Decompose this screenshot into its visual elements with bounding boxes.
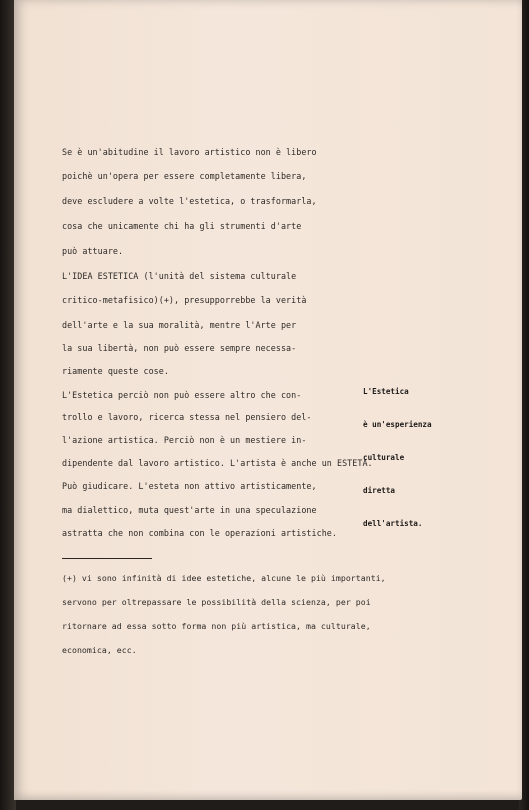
body-line: l'azione artistica. Perciò non è un mestiere in- [62, 435, 307, 445]
body-line: critico-metafisico)(+), presupporrebbe la verità [62, 295, 307, 305]
margin-note [363, 364, 432, 551]
margin-note-line: L'Estetica [363, 387, 409, 396]
body-line: poichè un'opera per essere completamente libera, [62, 171, 307, 181]
body-line: dipendente dal lavoro artistico. L'artista è anche un ESTETA. [62, 458, 373, 468]
body-line: trollo e lavoro, ricerca stessa nel pensiero del- [62, 412, 312, 422]
footnote-line: economica, ecc. [62, 645, 137, 655]
body-line: cosa che unicamente chi ha gli strumenti d'arte [62, 221, 302, 231]
body-line: L'Estetica perciò non può essere altro che con- [62, 390, 302, 400]
footnote-line: servono per oltrepassare le possibilità della scienza, per poi [62, 597, 371, 607]
body-line: ma dialettico, muta quest'arte in una speculazione [62, 505, 317, 515]
margin-note-line: culturale [363, 453, 405, 462]
body-line: astratta che non combina con le operazioni artistiche. [62, 528, 337, 538]
body-line: L'IDEA ESTETICA (l'unità del sistema culturale [62, 271, 297, 281]
margin-note-line: diretta [363, 486, 396, 495]
body-line: deve escludere a volte l'estetica, o trasformarla, [62, 196, 317, 206]
typewritten-page [14, 0, 522, 800]
body-line: la sua libertà, non può essere sempre necessa- [62, 343, 297, 353]
footnote-separator [62, 558, 152, 559]
body-line: Se è un'abitudine il lavoro artistico non è libero [62, 147, 317, 157]
body-line: riamente queste cose. [62, 366, 169, 376]
body-line: Può giudicare. L'esteta non attivo artisticamente, [62, 481, 317, 491]
body-line: dell'arte e la sua moralità, mentre l'Arte per [62, 320, 297, 330]
footnote-line: (+) vi sono infinità di idee estetiche, alcune le più importanti, [62, 573, 386, 583]
margin-note-line: è un'esperienza [363, 420, 432, 429]
footnote-line: ritornare ad essa sotto forma non più artistica, ma culturale, [62, 621, 371, 631]
margin-note-line: dell'artista. [363, 519, 423, 528]
body-line: può attuare. [62, 246, 124, 256]
